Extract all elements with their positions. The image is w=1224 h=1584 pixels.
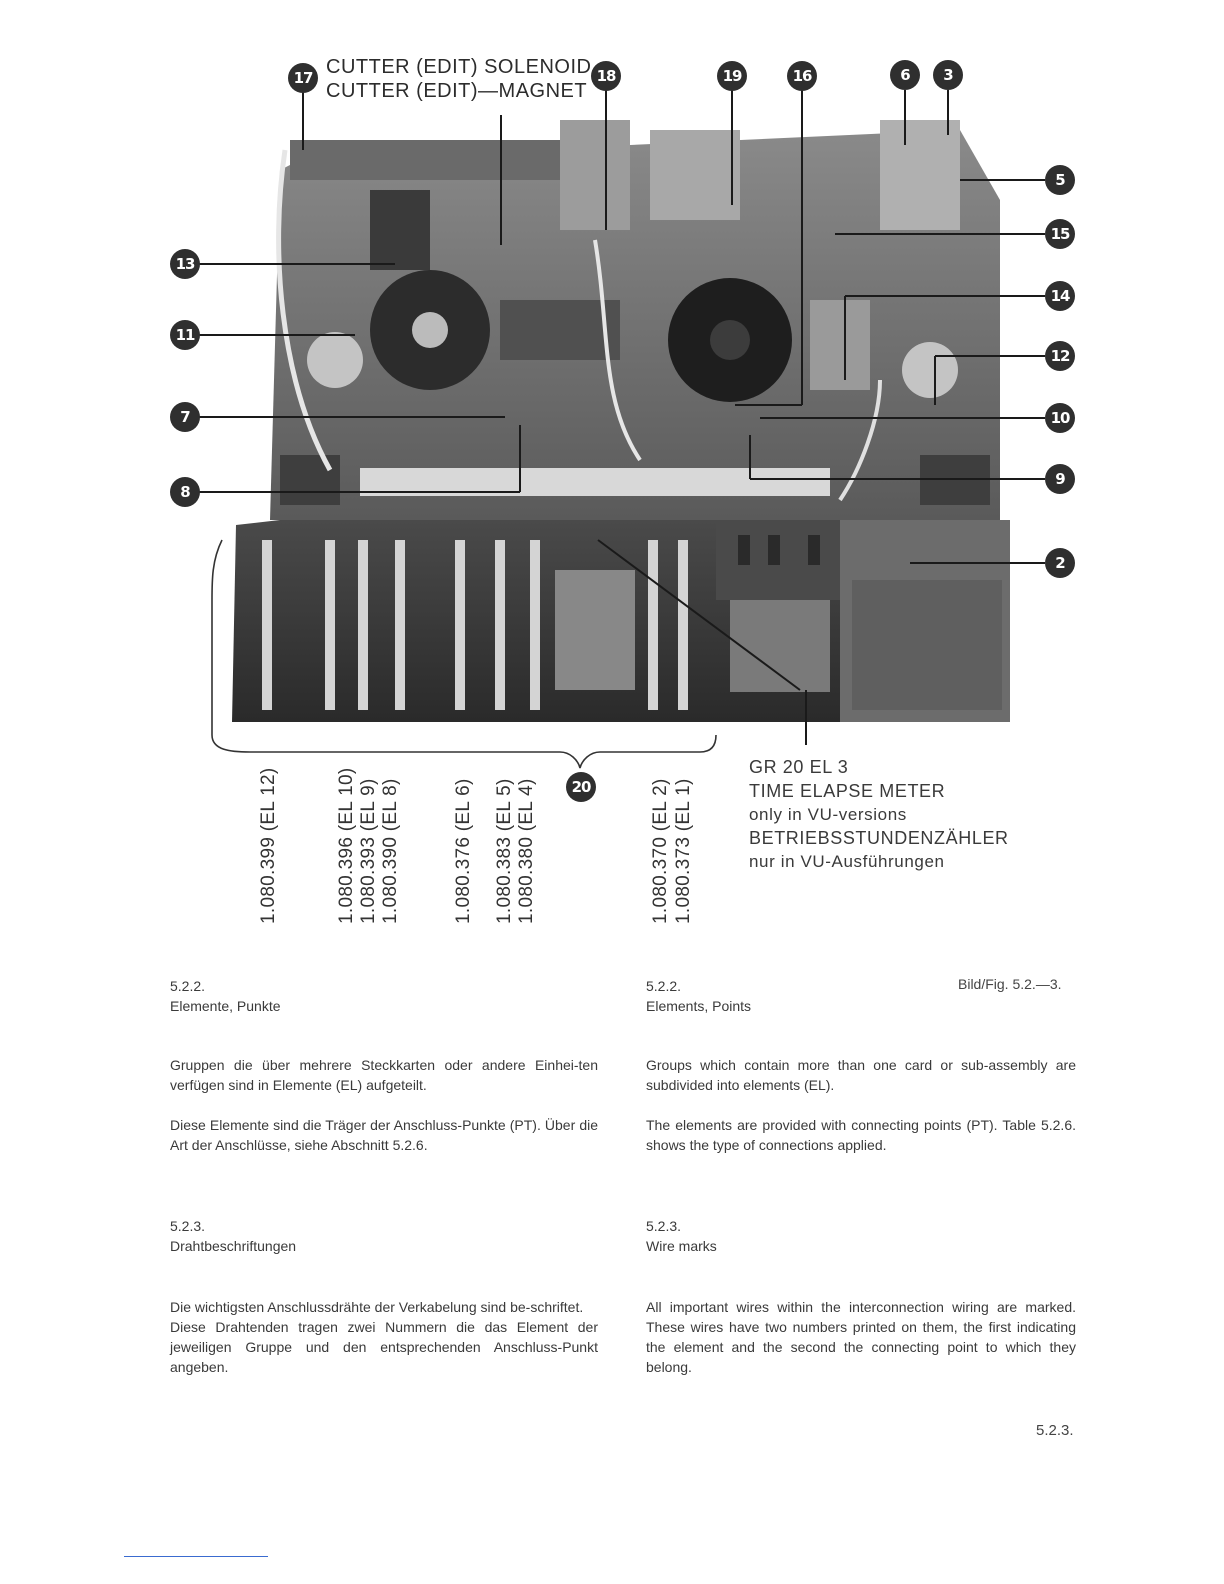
meter-label-line: TIME ELAPSE METER: [749, 780, 946, 801]
solenoid-label-de: CUTTER (EDIT)—MAGNET: [326, 80, 588, 102]
left-section-2-body: [170, 1297, 598, 1377]
left-section-1-heading: [170, 976, 598, 1016]
right-section-1-body: [646, 1055, 1076, 1155]
section-title: Wire marks: [646, 1238, 717, 1254]
callout-16: 16: [787, 61, 817, 91]
callout-20: 20: [566, 772, 596, 802]
paragraph: The elements are provided with connecting points (PT). Table 5.2.6. shows the type of connections applied.: [646, 1117, 1076, 1153]
part-number: 1.080.396 (EL 10): [336, 767, 357, 924]
page-number: 5.2.3.: [1036, 1422, 1074, 1439]
callout-3: 3: [933, 60, 963, 90]
paragraph: Die wichtigsten Anschlussdrähte der Verkabelung sind be-schriftet.: [170, 1299, 584, 1315]
callout-7: 7: [170, 402, 200, 432]
section-title: Elements, Points: [646, 998, 752, 1014]
part-number: 1.080.399 (EL 12): [258, 767, 279, 924]
callout-19: 19: [717, 61, 747, 91]
section-number: 5.2.3.: [170, 1218, 206, 1234]
callout-14: 14: [1045, 281, 1075, 311]
meter-label-line: nur in VU-Ausführungen: [749, 852, 945, 871]
callout-8: 8: [170, 477, 200, 507]
section-number: 5.2.3.: [646, 1218, 682, 1234]
part-number: 1.080.376 (EL 6): [453, 778, 474, 924]
solenoid-label-en: CUTTER (EDIT) SOLENOID: [326, 56, 592, 78]
meter-label-line: BETRIEBSSTUNDENZÄHLER: [749, 827, 1009, 848]
left-section-1-body: [170, 1055, 598, 1155]
part-number: 1.080.380 (EL 4): [516, 778, 537, 924]
part-number: 1.080.393 (EL 9): [358, 778, 379, 924]
callout-18: 18: [591, 61, 621, 91]
callout-17: 17: [288, 63, 318, 93]
paragraph: Diese Drahtenden tragen zwei Nummern die das Element der jeweiligen Gruppe und den entsprechenden Anschluss-Punkt angeben.: [170, 1319, 598, 1375]
part-number: 1.080.390 (EL 8): [380, 778, 401, 924]
callout-9: 9: [1045, 464, 1075, 494]
section-title: Drahtbeschriftungen: [170, 1238, 297, 1254]
callout-15: 15: [1045, 219, 1075, 249]
section-title: Elemente, Punkte: [170, 998, 281, 1014]
footer-rule: [124, 1556, 268, 1557]
paragraph: Diese Elemente sind die Träger der Anschluss-Punkte (PT). Über die Art der Anschlüsse, siehe Abschnitt 5.2.6.: [170, 1117, 598, 1153]
right-section-1-heading: [646, 976, 1076, 1016]
callout-10: 10: [1045, 403, 1075, 433]
meter-label-line: GR 20 EL 3: [749, 757, 849, 777]
callout-11: 11: [170, 320, 200, 350]
paragraph: Gruppen die über mehrere Steckkarten oder andere Einhei-ten verfügen sind in Elemente (EL) aufgeteilt.: [170, 1057, 598, 1093]
meter-label-line: only in VU-versions: [749, 805, 907, 824]
part-number: 1.080.383 (EL 5): [494, 778, 515, 924]
left-section-2-heading: [170, 1216, 598, 1256]
time-elapse-meter-label: [749, 756, 1009, 874]
callout-5: 5: [1045, 165, 1075, 195]
figure-reference: Bild/Fig. 5.2.—3.: [958, 976, 1062, 992]
callout-13: 13: [170, 249, 200, 279]
right-section-2-heading: [646, 1216, 1076, 1256]
section-number: 5.2.2.: [170, 978, 206, 994]
right-section-2-body: [646, 1297, 1076, 1377]
paragraph: Groups which contain more than one card or sub-assembly are subdivided into elements (EL).: [646, 1057, 1076, 1093]
callout-2: 2: [1045, 548, 1075, 578]
part-number: 1.080.370 (EL 2): [650, 778, 671, 924]
section-number: 5.2.2.: [646, 978, 682, 994]
part-number: 1.080.373 (EL 1): [673, 778, 694, 924]
paragraph: All important wires within the interconnection wiring are marked. These wires have two numbers printed on them, the first indicating the element and the second the connecting point to which they belong.: [646, 1299, 1076, 1375]
callout-12: 12: [1045, 341, 1075, 371]
callout-6: 6: [890, 60, 920, 90]
